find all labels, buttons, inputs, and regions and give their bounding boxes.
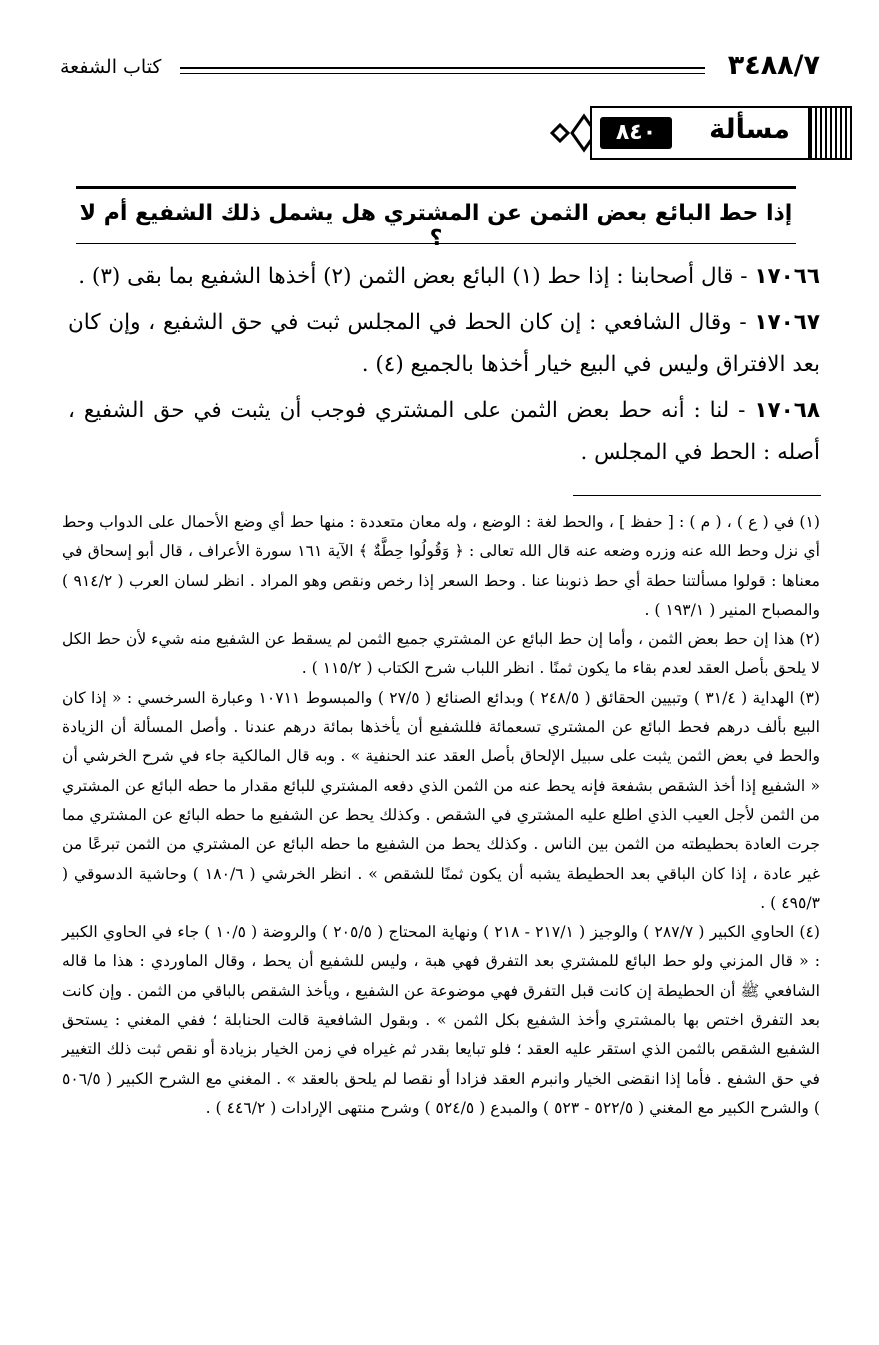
- paragraph-number: ١٧٠٦٦: [754, 264, 820, 289]
- masala-banner: [540, 106, 852, 160]
- paragraph-number: ١٧٠٦٨: [754, 398, 820, 423]
- footnote: (١) في ( ع ) ، ( م ) : [ حفظ ] ، والحط لغة : الوضع ، وله معان متعددة : منها حط أي وضع الأحمال على الدواب وحط أي نزل وحط الله عنه وزره وضعه عنه قال الله تعالى : ﴿ وَقُولُوا حِطَّةٌ ﴾ الآية ١٦١ سورة الأعراف ، قال أبو إسحاق في معناها : قولوا مسألتنا حطة أي حط ذنوبنا عنا . وحط السعر إذا رخص ونقص وهو المراد . انظر لسان العرب ( ٩١٤/٢ ) والمصباح المنير ( ١٩٣/١ ) .: [62, 513, 820, 619]
- paragraph: [68, 256, 820, 298]
- book-title: كتاب الشفعة: [60, 56, 162, 78]
- question-text: إذا حط البائع بعض الثمن عن المشتري هل يشمل ذلك الشفيع أم لا ؟: [79, 201, 793, 251]
- footnote-separator: [573, 495, 821, 496]
- footnote: (٤) الحاوي الكبير ( ٢٨٧/٧ ) والوجيز ( ٢١٧/١ - ٢١٨ ) ونهاية المحتاج ( ٢٠٥/٥ ) والروضة ( ١٠/٥ ) جاء في الحاوي الكبير : « قال المزني ولو حط البائع للمشتري بعد التفرق فهي هبة ، وليس للشفيع أن يحط ، وقال الماوردي : هذا ما قاله الشافعي ﷺ أن الحطيطة إن كانت قبل التفرق فهي موضوعة عن الشفيع ، ويأخذ الشقص بالباقي من الثمن . وإن كانت بعد التفرق اختص بها بالمشتري وأخذ الشفيع بكل الثمن » . وبقول الشافعية قالت الحنابلة ؛ ففي المغني : يستحق الشفيع الشقص بالثمن الذي استقر عليه العقد ؛ فلو تبايعا بقدر ثم غيراه في زمن الخيار بزيادة أو نقص ثبت ذلك التغيير في حق الشفع . فأما إذا انقضى الخيار وانبرم العقد فزادا أو نقصا لم يلحق بالعقد » . المغني مع الشرح الكبير ( ٥٠٦/٥ ) والشرح الكبير مع المغني ( ٥٢٢/٥ - ٥٢٣ ) والمبدع ( ٥٢٤/٥ ) وشرح منتهى الإرادات ( ٤٤٦/٢ ) .: [62, 923, 820, 1117]
- footnote: (٢) هذا إن حط بعض الثمن ، وأما إن حط البائع عن المشتري جميع الثمن لم يسقط عن الشفيع منه شيء لأن حط الكل لا يلحق بأصل العقد لعدم بقاء ما يكون ثمنًا . انظر اللباب شرح الكتاب ( ١١٥/٢ ) .: [62, 630, 820, 678]
- footnote: (٣) الهداية ( ٣١/٤ ) وتبيين الحقائق ( ٢٤٨/٥ ) وبدائع الصنائع ( ٢٧/٥ ) والمبسوط ١٠٧١١ وعبارة السرخسي : « إذا كان البيع بألف درهم فحط البائع عن المشتري تسعمائة فللشفيع أن يأخذها بمائة درهم عندنا . وأصل المسألة أن الزيادة والحط في بعض الثمن يثبت على سبيل الإلحاق بأصل العقد عند الحنفية » . وبه قال المالكية جاء في شرح الخرشي أن « الشفيع إذا أخذ الشقص بشفعة فإنه يحط عنه من الثمن الذي دفعه المشتري للبائع مقدار ما حطه البائع عن المشتري من الثمن لأجل العيب الذي اطلع عليه المشتري في الشقص . وكذلك يحط عن الشفيع ما حطه البائع عن المشتري مما جرت العادة بحطيطته من الثمن بين الناس . وكذلك يحط من الشفيع ما حطه البائع عن المشتري من الثمن تبرعًا من غير عادة ، إذا كان الباقي بعد الحطيطة يشبه أن يكون ثمنًا للشقص » . انظر الخرشي ( ١٨٠/٦ ) وحاشية الدسوقي ( ٤٩٥/٣ ) .: [62, 688, 820, 912]
- paragraph-text: - قال أصحابنا : إذا حط (١) البائع بعض الثمن (٢) أخذها الشفيع بما بقى (٣) .: [78, 264, 748, 289]
- masala-label: مسألة: [709, 114, 790, 145]
- masala-number: ٨٤٠: [600, 117, 672, 149]
- footnotes: [62, 508, 820, 1123]
- main-text: [68, 256, 820, 478]
- question-heading: [76, 186, 796, 251]
- paragraph-number: ١٧٠٦٧: [754, 310, 820, 335]
- paragraph: [68, 390, 820, 474]
- paragraph-text: - لنا : أنه حط بعض الثمن على المشتري فوجب أن يثبت في حق الشفيع ، أصله : الحط في المجلس .: [68, 398, 820, 465]
- banner-bars: [808, 106, 852, 160]
- paragraph-text: - وقال الشافعي : إن كان الحط في المجلس ثبت في حق الشفيع ، وإن كان بعد الافتراق وليس في البيع خيار أخذها بالجميع (٤) .: [68, 310, 820, 377]
- header-rule: [180, 67, 705, 74]
- paragraph: [68, 302, 820, 386]
- running-head: [60, 50, 820, 90]
- page-number: ٣٤٨٨/٧: [727, 50, 820, 81]
